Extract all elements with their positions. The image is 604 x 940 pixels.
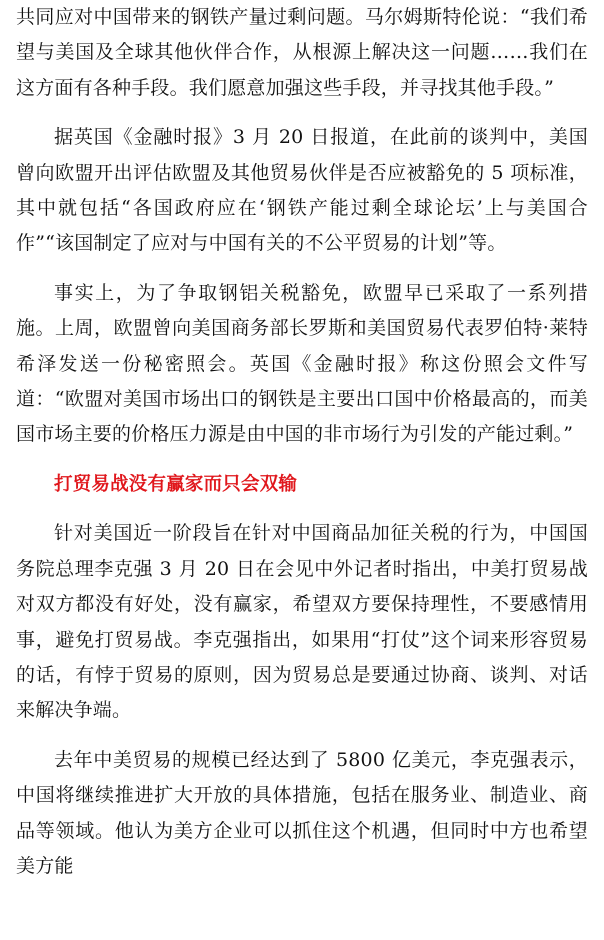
section-subheading: 打贸易战没有赢家而只会双输: [54, 473, 298, 495]
paragraph-trade-scale: 去年中美贸易的规模已经达到了 5800 亿美元，李克强表示，中国将继续推进扩大开放的具体措施，包括在服务业、制造业、商品等领域。他认为美方企业可以抓住这个机遇，但同时中方也希望美方能: [16, 748, 588, 877]
paragraph-eu-measures: 事实上，为了争取钢铝关税豁免，欧盟早已采取了一系列措施。上周，欧盟曾向美国商务部长罗斯和美国贸易代表罗伯特·莱特希泽发送一份秘密照会。英国《金融时报》称这份照会文件写道：“欧盟对美国市场出口的钢铁是主要出口国中价格最高的，而美国市场主要的价格压力源是由中国的非市场行为引发的产能过剩。”: [16, 281, 588, 446]
paragraph-li-keqiang: 针对美国近一阶段旨在针对中国商品加征关税的行为，中国国务院总理李克强 3 月 20 日在会见中外记者时指出，中美打贸易战对双方都没有好处，没有赢家，希望双方要保持理性，不要感情用事，避免打贸易战。李克强指出，如果用“打仗”这个词来形容贸易的话，有悖于贸易的原则，因为贸易总是要通过协商、谈判、对话来解决争端。: [16, 522, 588, 722]
paragraph-ft-report: 据英国《金融时报》3 月 20 日报道，在此前的谈判中，美国曾向欧盟开出评估欧盟及其他贸易伙伴是否应被豁免的 5 项标准，其中就包括“各国政府应在‘钢铁产能过剩全球论坛’上与美国合作”“该国制定了应对与中国有关的不公平贸易的计划”等。: [16, 126, 588, 255]
article-body: [16, 0, 588, 884]
paragraph-malmstrom-quote: 共同应对中国带来的钢铁产量过剩问题。马尔姆斯特伦说：“我们希望与美国及全球其他伙伴合作，从根源上解决这一问题……我们在这方面有各种手段。我们愿意加强这些手段，并寻找其他手段。”: [16, 6, 588, 99]
